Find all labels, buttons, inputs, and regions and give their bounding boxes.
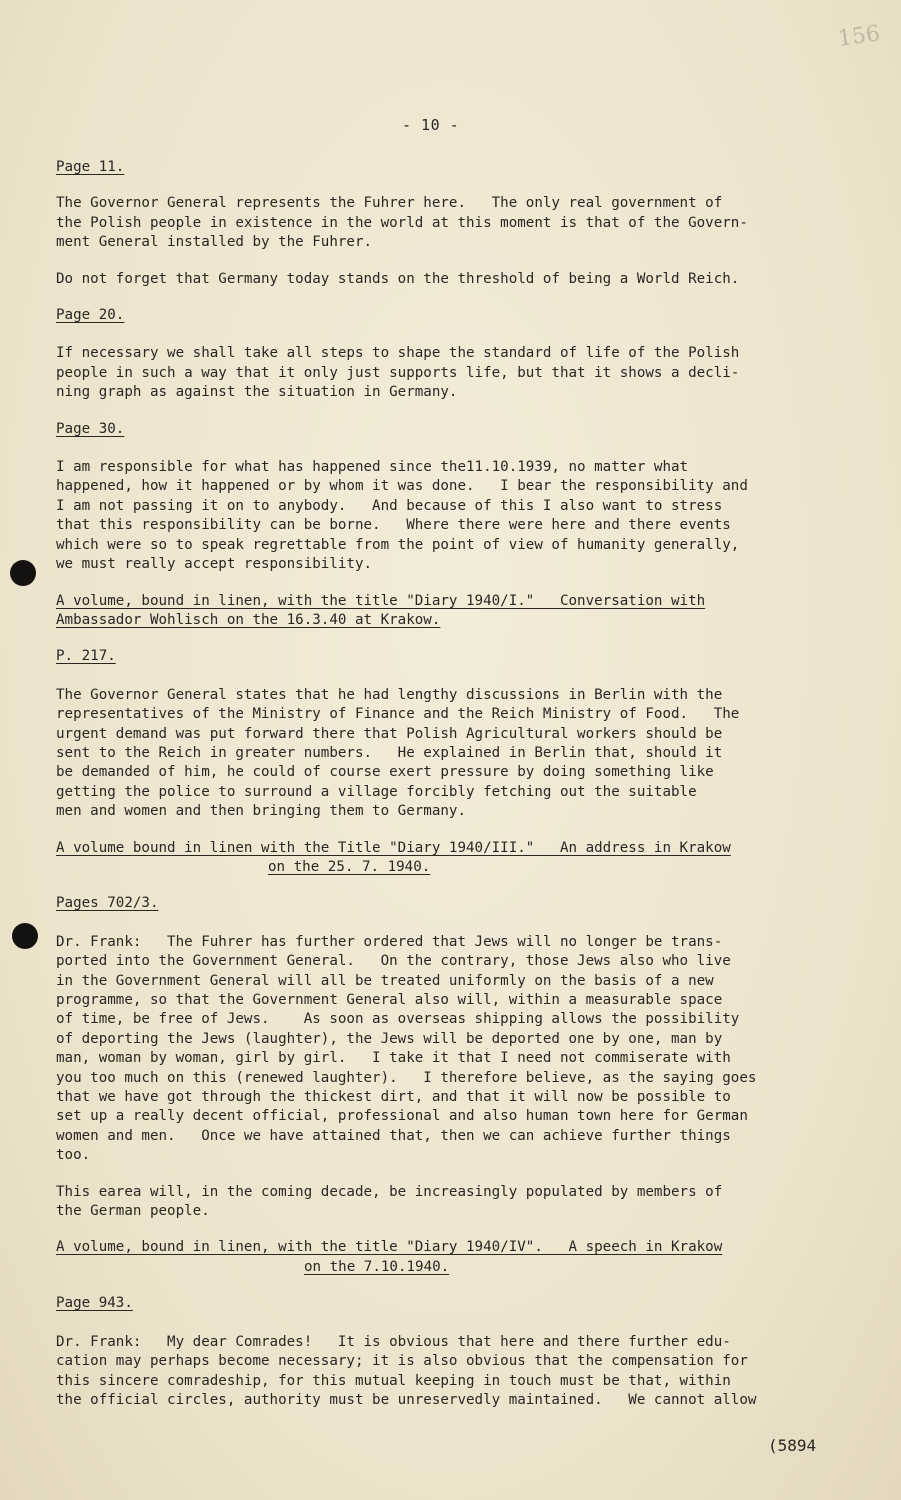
paragraph: This earea will, in the coming decade, be increasingly populated by members of the German people. bbox=[56, 1183, 723, 1220]
footer-document-number: (5894 bbox=[768, 1436, 817, 1455]
volume-reference-diary-1940-i: A volume, bound in linen, with the title "Diary 1940/I." Conversation with Ambassador Wohlisch on the 16.3.40 at Krakow. bbox=[56, 592, 706, 628]
section-heading-page-30: Page 30. bbox=[56, 420, 125, 437]
section-heading-page-943: Page 943. bbox=[56, 1295, 133, 1312]
paragraph: Dr. Frank: My dear Comrades! It is obvious that here and there further edu- cation may perhaps become necessary; it is also obvious that the compensation for this sincere comradeship, for this mutual keeping in touch must be that, within the official circles, authority must be unreservedly maintained. We cannot allow bbox=[56, 1333, 757, 1408]
document-body bbox=[56, 158, 856, 1410]
paragraph: If necessary we shall take all steps to shape the standard of life of the Polish people in such a way that it only just supports life, but that it shows a decli- ning graph as against the situation in Germany. bbox=[56, 345, 740, 401]
volume-reference-diary-1940-iv: A volume, bound in linen, with the title "Diary 1940/IV". A speech in Krakow on the 7.10.1940. bbox=[56, 1239, 723, 1275]
corner-annotation: 156 bbox=[836, 21, 882, 52]
page-number: - 10 - bbox=[402, 116, 460, 134]
paragraph: Dr. Frank: The Fuhrer has further ordered that Jews will no longer be trans- ported into the Government General. On the contrary, those Jews also who live in the Government General will all be treated uniformly on the basis of a new programme, so that the Government General also will, within a measurable space of time, be free of Jews. As soon as overseas shipping allows the possibility of deporting the Jews (laughter), the Jews will be deported one by one, man by man, woman by woman, girl by girl. I take it that I need not commiserate with you too much on this (renewed laughter). I therefore believe, as the saying goes that we have got through the thickest dirt, and that it will now be possible to set up a really decent official, professional and also human town here for German women and men. Once we have attained that, then we can achieve further things too. bbox=[56, 933, 757, 1164]
punch-hole-lower bbox=[12, 923, 38, 949]
section-heading-p-217: P. 217. bbox=[56, 648, 116, 665]
section-heading-pages-702-3: Pages 702/3. bbox=[56, 895, 159, 912]
section-heading-page-11: Page 11. bbox=[56, 159, 125, 175]
section-heading-page-20: Page 20. bbox=[56, 307, 125, 324]
punch-hole-upper bbox=[10, 560, 36, 586]
paragraph: The Governor General states that he had lengthy discussions in Berlin with the representatives of the Ministry of Finance and the Reich Ministry of Food. The urgent demand was put forward there that Polish Agricultural workers should be sent to the Reich in greater numbers. He explained in Berlin that, should it be demanded of him, he could of course exert pressure by doing something like getting the police to surround a village forcibly fetching out the suitable men and women and then bringing them to Germany. bbox=[56, 686, 740, 820]
volume-reference-diary-1940-iii: A volume bound in linen with the Title "Diary 1940/III." An address in Krakow on the 25. 7. 1940. bbox=[56, 839, 731, 875]
paragraph: Do not forget that Germany today stands on the threshold of being a World Reich. bbox=[56, 270, 740, 287]
paragraph: The Governor General represents the Fuhrer here. The only real government of the Polish people in existence in the world at this moment is that of the Govern- ment General installed by the Fuhrer. bbox=[56, 195, 748, 251]
paragraph: I am responsible for what has happened since the11.10.1939, no matter what happened, how it happened or by whom it was done. I bear the responsibility and I am not passing it on to anybody. And because of this I also want to stress that this responsibility can be borne. Where there were here and there events which were so to speak regrettable from the point of view of humanity generally, we must really accept responsibility. bbox=[56, 459, 748, 573]
